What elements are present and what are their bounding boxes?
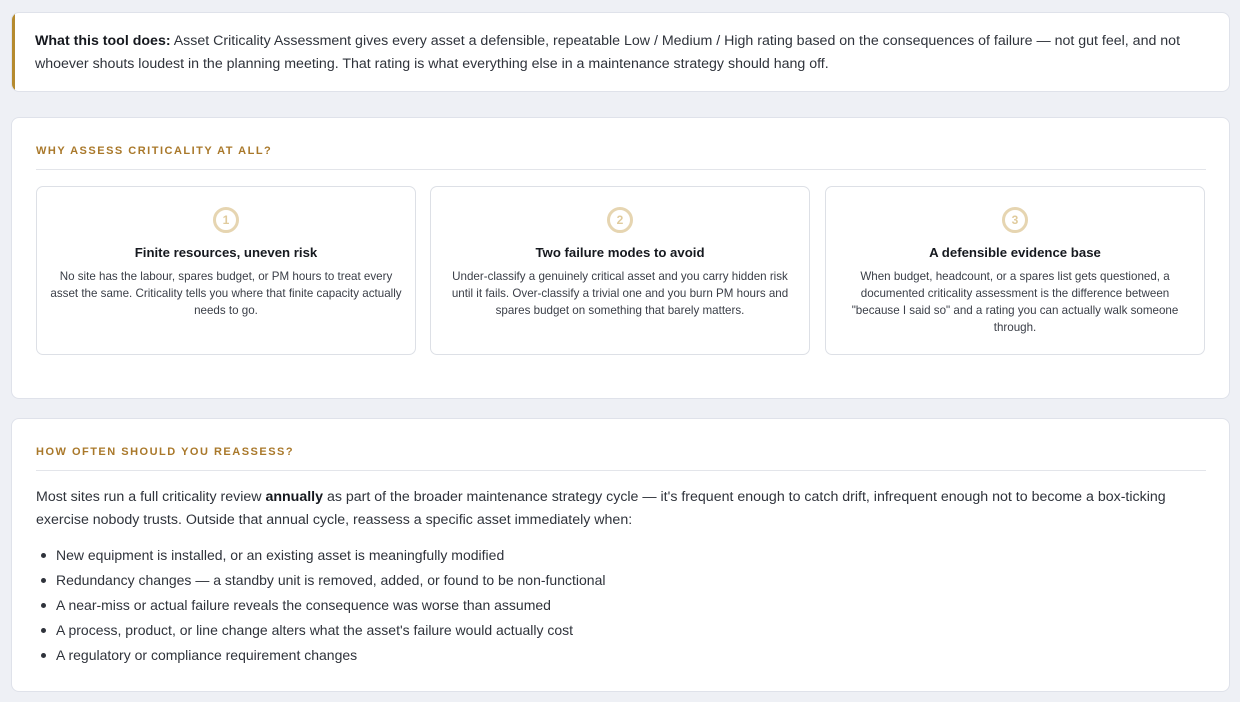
reassess-trigger-list — [36, 543, 1205, 668]
list-item: New equipment is installed, or an existing asset is meaningfully modified — [36, 543, 1205, 568]
intro-label: What this tool does: — [35, 33, 171, 49]
list-item: Redundancy changes — a standby unit is removed, added, or found to be non-functional — [36, 568, 1205, 593]
reason-tile-finite-resources — [36, 186, 416, 355]
number-2-icon: 2 — [607, 207, 633, 233]
reassess-heading: HOW OFTEN SHOULD YOU REASSESS? — [36, 446, 1206, 471]
reason-title: Finite resources, uneven risk — [134, 245, 318, 260]
list-item: A near-miss or actual failure reveals the consequence was worse than assumed — [36, 593, 1205, 618]
intro-description: Asset Criticality Assessment gives every asset a defensible, repeatable Low / Medium / High rating based on the consequences of failure — not gut feel, and not whoever shouts loudest in the planning meeting. That rating is what everything else in a maintenance strategy should hang off. — [35, 33, 1181, 72]
intro-callout — [11, 12, 1230, 92]
reason-body: When budget, headcount, or a spares list gets questioned, a documented criticality assessment is the difference between "because I said so" and a rating you can actually walk someone through. — [851, 270, 1179, 334]
list-item: A regulatory or compliance requirement changes — [36, 643, 1205, 668]
reassess-frequency: annually — [265, 489, 323, 505]
reason-title: Two failure modes to avoid — [535, 245, 705, 260]
reason-tile-evidence-base — [825, 186, 1205, 355]
reassess-text-end: as part of the broader maintenance strategy cycle — it's frequent enough to catch drift, infrequent enough not to become a box-ticking exercise nobody trusts. Outside that annual cycle, reassess a specific asset immediately when: — [36, 489, 1166, 528]
why-assess-card — [11, 117, 1230, 399]
reason-body: No site has the labour, spares budget, or PM hours to treat every asset the same. Criticality tells you where that finite capacity actually needs to go. — [50, 270, 402, 317]
number-3-icon: 3 — [1002, 207, 1028, 233]
reason-tile-failure-modes — [430, 186, 810, 355]
why-assess-heading: WHY ASSESS CRITICALITY AT ALL? — [36, 145, 1206, 170]
number-1-icon: 1 — [213, 207, 239, 233]
reason-title: A defensible evidence base — [929, 245, 1101, 260]
reason-tiles — [36, 186, 1206, 355]
reassess-text-start: Most sites run a full criticality review — [36, 489, 266, 505]
reason-body: Under-classify a genuinely critical asset and you carry hidden risk until it fails. Over-classify a trivial one and you burn PM hours and spares budget on something that barely matters. — [451, 270, 789, 317]
intro-text — [35, 30, 1207, 76]
reassess-paragraph — [36, 486, 1201, 532]
list-item: A process, product, or line change alters what the asset's failure would actually cost — [36, 618, 1205, 643]
reassess-card — [11, 418, 1230, 692]
